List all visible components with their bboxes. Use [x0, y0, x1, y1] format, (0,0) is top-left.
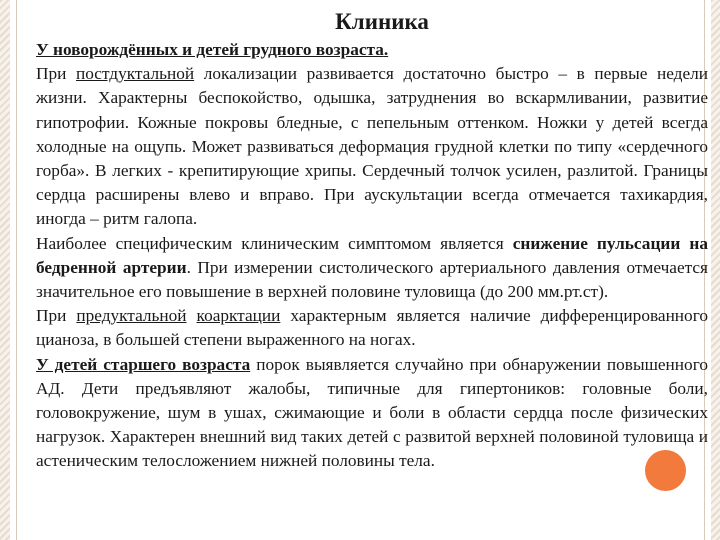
term-preductal: предуктальной — [76, 306, 187, 326]
key-symptom-femoral: снижение пульсации на бедренной артерии — [36, 233, 708, 277]
term-postductal: постдуктальной — [75, 64, 195, 84]
paragraph-preductal-gap — [187, 306, 197, 325]
paragraph-preductal — [36, 304, 708, 352]
right-decorative-border — [711, 0, 720, 540]
slide-title: Клиника — [335, 9, 429, 34]
left-decorative-border — [0, 0, 10, 540]
section-heading-infants-punct: . — [383, 40, 389, 59]
term-coarctation: коарктации — [196, 306, 281, 326]
paragraph-older-children-body: порок выявляется случайно при обнаружении повышенного АД. Дети предъявляют жалобы, типичные для гипертоников: головные боли, головокружение, шум в ушах, сжимающие и боли в области сердца после физических нагрузок. Характерен внешний вид таких детей с развитой верхней половиной туловища и астеническим телосложением нижней половины тела. — [36, 354, 708, 471]
paragraph-femoral-body: . При измерении систолического артериального давления отмечается значительное его повышение в верхней половине туловища (до 200 мм.рт.ст). — [36, 257, 708, 302]
section-heading-older-children: У детей старшего возраста — [36, 354, 251, 374]
section-heading-infants — [36, 38, 708, 62]
paragraph-postductal-body: локализации развивается достаточно быстро – в первые недели жизни. Характерны беспокойство, одышка, затруднения во вскармливании, развитие гипотрофии. Кожные покровы бледные, с пепельным оттенком. Ножки у детей всегда холодные на ощупь. Может развиваться деформация грудной клетки по типу «сердечного горба». В легких - крепитирующие хрипы. Сердечный толчок усилен, разлитой. Границы сердца расширены влево и вправо. При аускультации всегда отмечается тахикардия, иногда – ритм галопа. — [36, 64, 708, 229]
paragraph-femoral-lead: Наиболее специфическим клиническим симптомом является — [36, 233, 513, 253]
paragraph-femoral-pulse — [36, 232, 708, 305]
section-heading-infants-text: У новорождённых и детей грудного возраста — [36, 40, 384, 59]
paragraph-preductal-body: характерным является наличие дифференцированного цианоза, в большей степени выраженного на ногах. — [36, 306, 708, 350]
paragraph-older-children — [36, 353, 708, 474]
paragraph-postductal-lead: При — [36, 64, 76, 84]
left-border-line — [16, 0, 17, 540]
paragraph-postductal — [36, 62, 708, 231]
paragraph-preductal-lead: При — [36, 306, 77, 326]
slide-content — [36, 0, 708, 474]
